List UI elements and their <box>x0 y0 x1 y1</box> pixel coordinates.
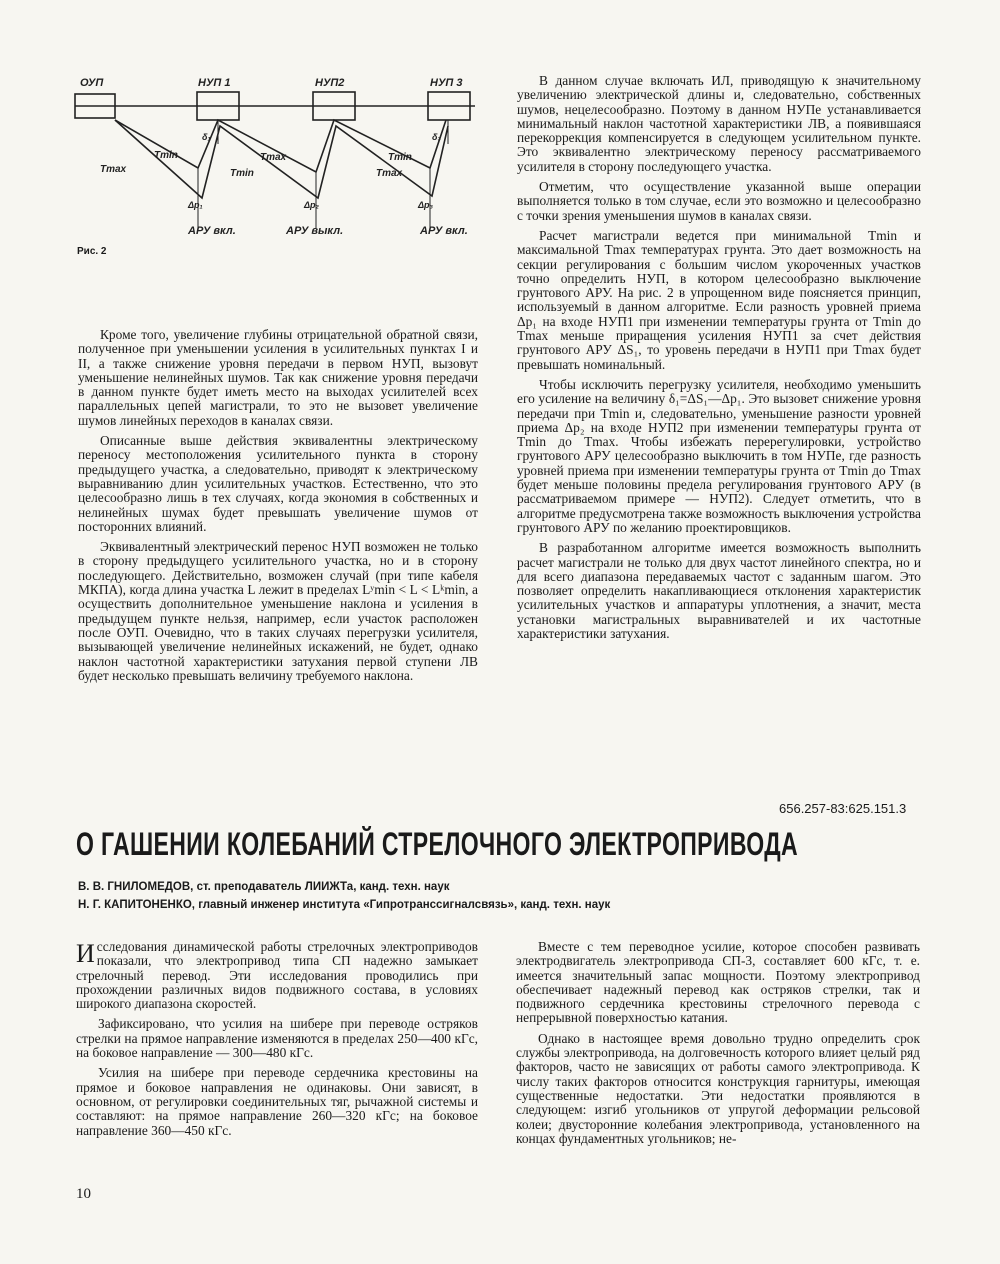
paragraph: Кроме того, увеличение глубины отрицательной обратной связи, полученное при уменьшении усиления в усилительных пунктах I и II, а также снижение уровня передачи в первом НУП, вызовут уменьшение нелинейных шумов. Так как снижение уровня передачи в данном пункте будет иметь место на выходах усилителей всех параллельных цепей магистрали, то это не вызовет увеличение шумов линейных переходов в каналах связи. <box>78 327 478 428</box>
label-nup2: НУП2 <box>315 77 345 89</box>
paragraph: Эквивалентный электрический перенос НУП возможен не только в сторону предыдущего усилительного участка, но и в сторону последующего. Действительно, возможен случай (при типе кабеля МКПА), когда длина участка L лежит в пределах Lʸmin < L < Lᵏmin, а осуществить дополнительное уменьшение наклона и усиления в предыдущем пункте нельзя, например, если участок расположен после ОУП. Очевидно, что в таких случаях перегрузки усилителя, вызывающей увеличение нелинейных искажений, не будет, однако наклон частотной характеристики затухания первой ступени ЛВ будет несколько превышать величину требуемого наклона. <box>78 539 478 683</box>
paragraph: В разработанном алгоритме имеется возможность выполнить расчет магистрали не только для двух частот линейного спектра, но и для всего диапазона передаваемых частот с заданным шагом. Это позволяет определить накапливающиеся отклонения характеристик усилительных участков и аппаратуры уплотнения, а значит, места установки магистральных выравнивателей и их частотные характеристики затухания. <box>517 540 921 641</box>
paragraph: Отметим, что осуществление указанной выше операции выполняется только в том случае, если это возможно и целесообразно с точки зрения уменьшения шумов в каналах связи. <box>517 179 921 223</box>
article-title: О ГАШЕНИИ КОЛЕБАНИЙ СТРЕЛОЧНОГО ЭЛЕКТРОПРИВОДА <box>76 826 798 862</box>
label-tmax-3: Tmax <box>376 168 403 179</box>
paragraph: Усилия на шибере при переводе сердечника крестовины на прямое и боковое направления не одинаковы. Они зависят, в основном, от регулировки соединительных тяг, рычажной системы и составляют: на прямое направление 260—320 кГс; на боковое направление 360—450 кГс. <box>76 1065 478 1138</box>
paragraph: Зафиксировано, что усилия на шибере при переводе остряков стрелки на прямое направление изменяются в пределах 250—400 кГс, на боковое направление — 300—480 кГс. <box>76 1016 478 1061</box>
label-dp2: Δp₂ <box>304 200 319 210</box>
column-top-right <box>517 74 921 647</box>
authors <box>78 878 610 914</box>
level-diagram-figure <box>70 68 480 278</box>
paragraph: Описанные выше действия эквивалентны электрическому переносу местоположения усилительного пункта в сторону предыдущего участка, а следовательно, приводят к электрическому выравниванию длин усилительных участков. Естественно, что это целесообразно лишь в тех случаях, когда экономия в собственных и нелинейных шумах будет превышать увеличение шумов от посторонних влияний. <box>78 433 478 534</box>
first-paragraph-text: сследования динамической работы стрелочных электроприводов показали, что электропривод типа СП надежно замыкает стрелочный перевод. Эти исследования проводились при прохождении различных видов подвижного состава, в условиях широкого диапазона скоростей. <box>76 939 478 1012</box>
label-aru-on-1: АРУ вкл. <box>188 225 236 237</box>
drop-cap: И <box>76 939 95 968</box>
label-tmax-2: Tmax <box>260 152 287 163</box>
first-paragraph <box>76 940 478 1011</box>
column-bottom-left <box>76 940 478 1144</box>
label-delta3: δ₃ <box>432 132 441 142</box>
label-tmin-3: Tmin <box>388 152 412 163</box>
paragraph: Однако в настоящее время довольно трудно определить срок службы электропривода, на долговечность которого влияет целый ряд факторов, часто не зависящих от работы самого электропривода. К числу таких факторов относится конструкция гарнитуры, имеющая существенные недостатки. Эти недостатки проявляются в следующем: изгиб угольников от упругой деформации рельсовой колеи; двусторонние колебания электропривода, установленного на концах фундаментных угольников; не- <box>516 1030 920 1146</box>
figure-caption: Рис. 2 <box>77 246 107 257</box>
author-2: Н. Г. КАПИТОНЕНКО, главный инженер института «Гипротранссигналсвязь», канд. техн. наук <box>78 899 611 911</box>
column-top-left <box>78 328 478 689</box>
label-aru-off: АРУ выкл. <box>286 225 344 237</box>
label-dp1: Δp₁ <box>188 200 203 210</box>
author-1: В. В. ГНИЛОМЕДОВ, ст. преподаватель ЛИИЖТа, канд. техн. наук <box>78 881 450 893</box>
label-tmin-1: Tmin <box>154 150 178 161</box>
page-number: 10 <box>76 1186 91 1202</box>
label-delta1: δ₁ <box>202 132 211 142</box>
paragraph: В данном случае включать ИЛ, приводящую к значительному увеличению электрической длины и, следовательно, собственных шумов, нецелесообразно. Поэтому в данном НУПе устанавливается минимальный наклон частотной характеристики ЛВ, а появившаяся перекоррекция компенсируется в следующем усилительном пункте. Это эквивалентно электрическому переносу рассматриваемого усилителя в сторону последующего участка. <box>517 73 921 174</box>
label-dp3: Δp₃ <box>418 200 434 210</box>
label-tmin-2: Tmin <box>230 168 254 179</box>
level-diagram <box>70 68 480 248</box>
udc-code: 656.257-83:625.151.3 <box>779 801 907 816</box>
label-tmax-1: Tmax <box>100 164 127 175</box>
paragraph: Вместе с тем переводное усилие, которое способен развивать электродвигатель электропривода СП-3, составляет 600 кГс, т. е. имеется значительный запас мощности. Поэтому электропривод обеспечивает надежный перевод как остряков стрелки, так и подвижного сердечника крестовины стрелочного перевода с непрерывной поверхностью катания. <box>516 939 920 1026</box>
label-nup3: НУП 3 <box>430 77 463 89</box>
paragraph: Расчет магистрали ведется при минимальной Tmin и максимальной Tmax температурах грунта. Это дает возможность на секции регулирования с большим числом укороченных участков точно определить НУП, в котором целесообразно выключение грунтового АРУ. На рис. 2 в упрощенном виде поясняется принцип, используемый в данном алгоритме. Если разность уровней приема Δp₁ на входе НУП1 при изменении температуры грунта от Tmin до Tmax меньше приращения усиления НУП1 за счет действия грунтового АРУ ΔS₁, то уровень передачи в НУП1 при Tmax будет превышать номинальный. <box>517 227 921 372</box>
label-nup1: НУП 1 <box>198 77 231 89</box>
column-bottom-right <box>516 940 920 1152</box>
label-oup: ОУП <box>80 77 104 89</box>
label-aru-on-2: АРУ вкл. <box>420 225 468 237</box>
paragraph: Чтобы исключить перегрузку усилителя, необходимо уменьшить его усиление на величину δ₁=ΔS₁—Δp₁. Это вызовет снижение уровня передачи при Tmin и, следовательно, уменьшение разности уровней приема Δp₂ на входе НУП2 при изменении температуры грунта от Tmin до Tmax. Чтобы избежать перерегулировки, устройство грунтового АРУ целесообразно выключить в том НУПе, где разность уровней приема при изменении температуры грунта от Tmin до Tmax будет меньше половины предела регулирования грунтового АРУ (в рассматриваемом примере — НУП2). Следует отметить, что в алгоритме предусмотрена также возможность выключения устройства грунтового АРУ по желанию проектировщиков. <box>517 376 921 535</box>
